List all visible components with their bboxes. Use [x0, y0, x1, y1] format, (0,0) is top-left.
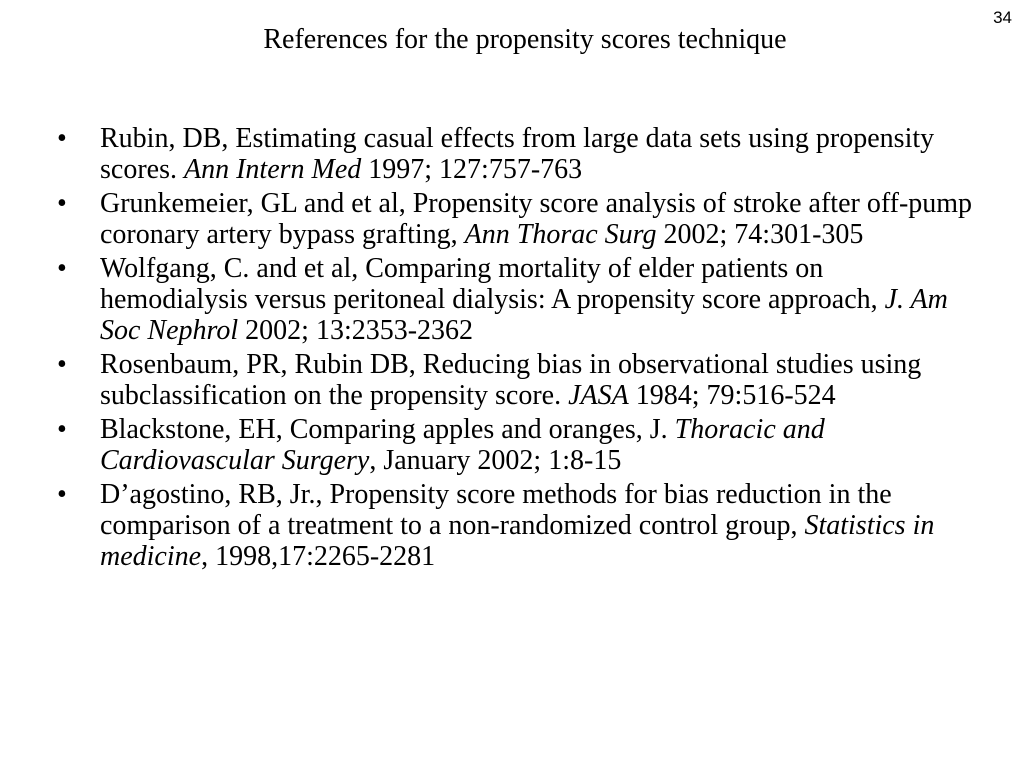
page-title: References for the propensity scores technique — [263, 24, 787, 55]
slide-number: 34 — [993, 8, 1012, 27]
reference-text: Wolfgang, C. and et al, Comparing mortality of elder patients on hemodialysis versus peritoneal dialysis: A propensity score approach, — [100, 253, 885, 315]
bullet-icon: • — [57, 123, 67, 154]
journal-name: Ann Thorac Surg — [464, 219, 657, 250]
citation-details: 2002; 13:2353-2362 — [238, 315, 474, 346]
reference-text: Blackstone, EH, Comparing apples and oranges, J. — [100, 414, 675, 445]
reference-text: D’agostino, RB, Jr., Propensity score methods for bias reduction in the comparison of a treatment to a non-randomized control group, — [100, 479, 892, 541]
journal-name: Statistics in medicine — [100, 510, 935, 572]
citation-details: , 1998,17:2265-2281 — [201, 541, 436, 572]
reference-item — [57, 188, 977, 250]
citation-details: , January 2002; 1:8-15 — [369, 445, 622, 476]
citation-details: 1997; 127:757-763 — [361, 154, 583, 185]
journal-name: J. Am Soc Nephrol — [100, 284, 948, 346]
journal-name: JASA — [568, 380, 629, 411]
reference-text: Grunkemeier, GL and et al, Propensity score analysis of stroke after off-pump coronary artery bypass grafting, — [100, 188, 973, 250]
reference-text: Rosenbaum, PR, Rubin DB, Reducing bias in observational studies using subclassification on the propensity score. — [100, 349, 922, 411]
bullet-icon: • — [57, 188, 67, 219]
bullet-icon: • — [57, 479, 67, 510]
reference-item — [57, 349, 977, 411]
reference-item — [57, 123, 977, 185]
bullet-icon: • — [57, 253, 67, 284]
journal-name: Ann Intern Med — [183, 154, 362, 185]
reference-item — [57, 479, 977, 572]
bullet-icon: • — [57, 414, 67, 445]
citation-details: 2002; 74:301-305 — [656, 219, 864, 250]
reference-item — [57, 414, 977, 476]
citation-details: 1984; 79:516-524 — [628, 380, 836, 411]
reference-list — [57, 123, 977, 575]
reference-item — [57, 253, 977, 346]
reference-text: Rubin, DB, Estimating casual effects from large data sets using propensity scores. — [100, 123, 935, 185]
journal-name: Thoracic and Cardiovascular Surgery — [100, 414, 825, 476]
bullet-icon: • — [57, 349, 67, 380]
